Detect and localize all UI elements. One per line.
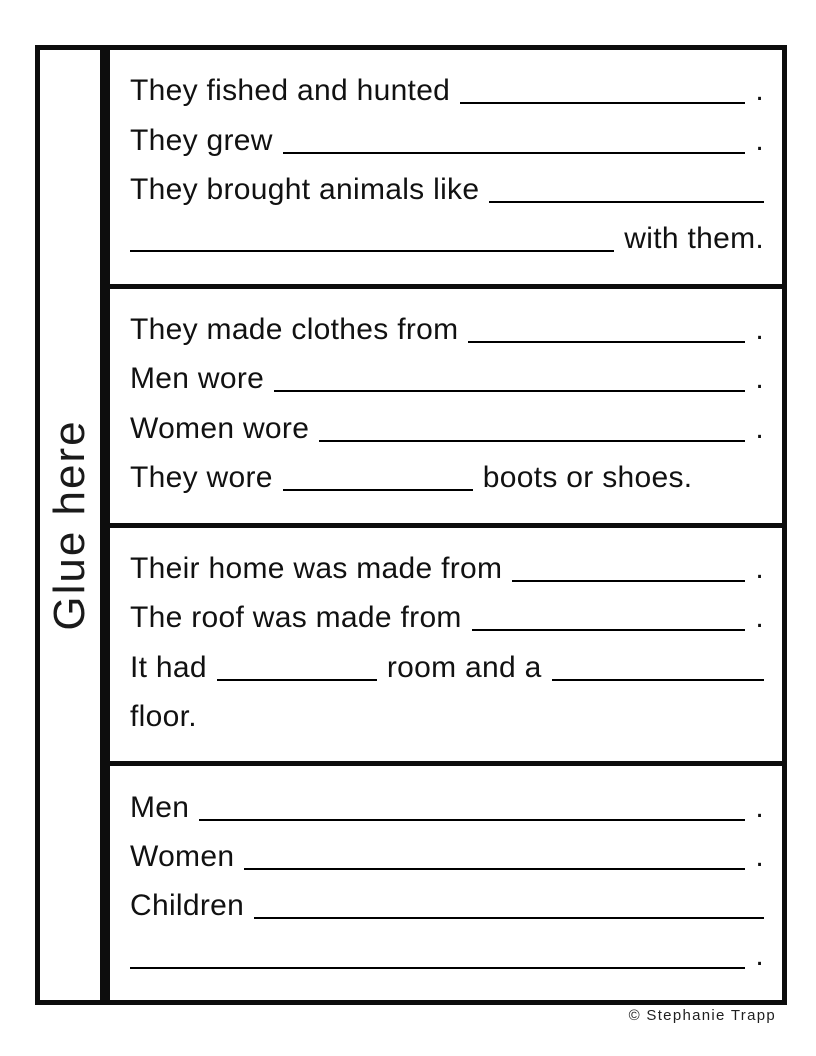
sentence-line bbox=[130, 124, 764, 157]
sentence-text: The roof was made from bbox=[130, 601, 462, 635]
fill-in-blank bbox=[254, 917, 764, 919]
sentence-text: . bbox=[755, 362, 764, 396]
sentence-text: Men wore bbox=[130, 362, 265, 396]
sentence-text: . bbox=[755, 411, 764, 445]
fill-in-blank bbox=[468, 341, 745, 343]
sentence-line bbox=[130, 889, 764, 922]
sentence-line bbox=[130, 601, 764, 634]
sentence-text: It had bbox=[130, 650, 207, 684]
sentence-line bbox=[130, 313, 764, 346]
sentence-text: . bbox=[755, 790, 764, 824]
fill-in-blank bbox=[489, 201, 764, 203]
sentence-text: floor. bbox=[130, 699, 197, 733]
sentence-line bbox=[130, 552, 764, 585]
sentence-text: They made clothes from bbox=[130, 313, 459, 347]
fill-in-blank bbox=[274, 390, 745, 392]
fill-in-blank bbox=[472, 629, 746, 631]
sentence-text: . bbox=[755, 123, 764, 157]
sentence-text: . bbox=[755, 839, 764, 873]
sentence-line bbox=[130, 362, 764, 395]
worksheet-section bbox=[110, 523, 782, 762]
fill-in-blank bbox=[130, 967, 745, 969]
sentence-text: Women wore bbox=[130, 411, 310, 445]
sentence-text: . bbox=[755, 313, 764, 347]
fill-in-blank bbox=[217, 679, 377, 681]
fill-in-blank bbox=[283, 152, 746, 154]
glue-tab bbox=[35, 45, 105, 1005]
fill-in-blank bbox=[319, 440, 745, 442]
sentence-text: They brought animals like bbox=[130, 173, 480, 207]
sentence-line bbox=[130, 700, 764, 733]
fill-in-blank bbox=[199, 819, 745, 821]
sentence-text: with them. bbox=[624, 222, 764, 256]
sentence-text: Their home was made from bbox=[130, 551, 503, 585]
fill-in-blank bbox=[460, 102, 745, 104]
sentence-text: They grew bbox=[130, 123, 273, 157]
sentence-line bbox=[130, 461, 764, 494]
sentence-text: . bbox=[755, 74, 764, 108]
sentence-text: Men bbox=[130, 790, 190, 824]
sentence-text: . bbox=[755, 938, 764, 972]
sentence-text: They wore bbox=[130, 461, 273, 495]
sentence-text: Children bbox=[130, 889, 245, 923]
worksheet-section bbox=[110, 761, 782, 1000]
worksheet-section bbox=[110, 284, 782, 523]
worksheet-section bbox=[110, 50, 782, 284]
fill-in-blank bbox=[244, 868, 745, 870]
sentence-text: . bbox=[755, 601, 764, 635]
sentence-line bbox=[130, 651, 764, 684]
sentence-line bbox=[130, 173, 764, 206]
fill-in-blank bbox=[283, 489, 473, 491]
sentence-text: They fished and hunted bbox=[130, 74, 451, 108]
fill-in-blank bbox=[512, 580, 745, 582]
worksheet-panel bbox=[105, 45, 787, 1005]
sentence-line bbox=[130, 74, 764, 107]
fill-in-blank bbox=[552, 679, 764, 681]
sentence-line bbox=[130, 939, 764, 972]
credit-text: © Stephanie Trapp bbox=[628, 1007, 776, 1024]
sentence-line bbox=[130, 222, 764, 255]
fill-in-blank bbox=[130, 250, 614, 252]
sentence-line bbox=[130, 840, 764, 873]
glue-tab-label: Glue here bbox=[45, 419, 94, 631]
sentence-line bbox=[130, 791, 764, 824]
sentence-text: Women bbox=[130, 839, 235, 873]
sentence-text: . bbox=[755, 551, 764, 585]
sentence-text: boots or shoes. bbox=[482, 461, 693, 495]
sentence-line bbox=[130, 412, 764, 445]
sentence-text: room and a bbox=[386, 650, 542, 684]
